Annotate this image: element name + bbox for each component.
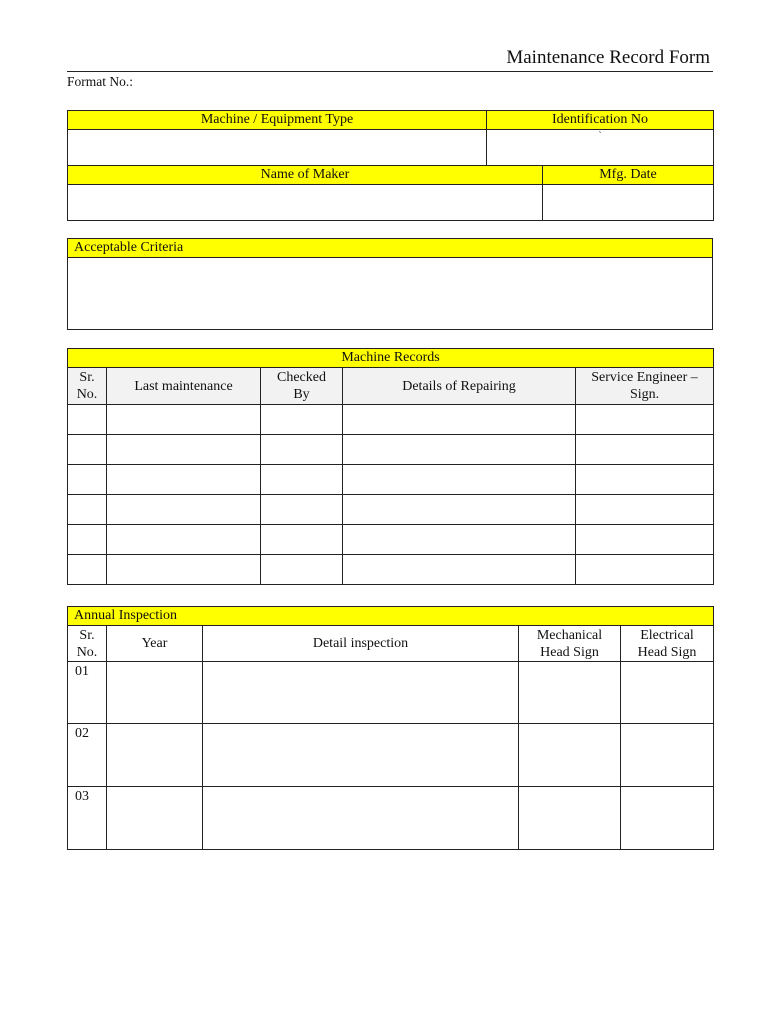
- table-cell[interactable]: [107, 435, 261, 465]
- annual-inspection-header: Annual Inspection: [68, 607, 714, 626]
- mfg-date-header: Mfg. Date: [543, 166, 714, 185]
- table-cell[interactable]: [343, 465, 576, 495]
- table-cell[interactable]: [203, 724, 519, 787]
- table-cell[interactable]: [261, 405, 343, 435]
- row-number: 02: [68, 724, 107, 787]
- machine-info-table: [67, 110, 714, 221]
- table-cell[interactable]: [107, 662, 203, 724]
- column-header: Year: [107, 626, 203, 662]
- table-cell[interactable]: [68, 465, 107, 495]
- table-cell[interactable]: [343, 435, 576, 465]
- row-number: 03: [68, 787, 107, 850]
- column-header: Checked By: [261, 368, 343, 405]
- table-row: [68, 435, 714, 465]
- table-cell[interactable]: [576, 525, 714, 555]
- table-cell[interactable]: [107, 724, 203, 787]
- row-number: 01: [68, 662, 107, 724]
- acceptable-criteria-table: [67, 238, 713, 330]
- table-cell[interactable]: [68, 495, 107, 525]
- table-cell[interactable]: [68, 555, 107, 585]
- table-cell[interactable]: [68, 525, 107, 555]
- table-cell[interactable]: [343, 495, 576, 525]
- column-header: Detail inspection: [203, 626, 519, 662]
- table-row: [68, 555, 714, 585]
- table-cell[interactable]: [519, 724, 621, 787]
- table-cell[interactable]: [576, 405, 714, 435]
- table-cell[interactable]: [203, 787, 519, 850]
- table-cell[interactable]: [343, 525, 576, 555]
- column-header: Sr. No.: [68, 626, 107, 662]
- table-cell[interactable]: [261, 555, 343, 585]
- acceptable-criteria-header: Acceptable Criteria: [68, 239, 713, 258]
- form-title: Maintenance Record Form: [506, 47, 710, 68]
- column-header: Sr. No.: [68, 368, 107, 405]
- table-cell[interactable]: [576, 495, 714, 525]
- table-cell[interactable]: [621, 662, 714, 724]
- table-cell[interactable]: [621, 724, 714, 787]
- table-cell[interactable]: [519, 787, 621, 850]
- table-cell[interactable]: [107, 525, 261, 555]
- table-cell[interactable]: [621, 787, 714, 850]
- annual-inspection-table: [67, 606, 714, 850]
- table-row: [68, 495, 714, 525]
- table-cell[interactable]: [343, 405, 576, 435]
- table-row: [68, 465, 714, 495]
- table-cell[interactable]: [68, 405, 107, 435]
- machine-records-header: Machine Records: [68, 349, 714, 368]
- table-cell[interactable]: [68, 435, 107, 465]
- table-row: [68, 787, 714, 850]
- table-cell[interactable]: [107, 465, 261, 495]
- column-header: Mechanical Head Sign: [519, 626, 621, 662]
- column-header: Service Engineer – Sign.: [576, 368, 714, 405]
- machine-type-field[interactable]: [68, 130, 487, 166]
- column-header: Last maintenance: [107, 368, 261, 405]
- machine-type-header: Machine / Equipment Type: [68, 111, 487, 130]
- table-row: [68, 724, 714, 787]
- table-cell[interactable]: [576, 555, 714, 585]
- table-row: [68, 405, 714, 435]
- table-cell[interactable]: [107, 405, 261, 435]
- table-cell[interactable]: [343, 555, 576, 585]
- table-cell[interactable]: [107, 495, 261, 525]
- table-cell[interactable]: [203, 662, 519, 724]
- column-header: Details of Repairing: [343, 368, 576, 405]
- column-header: Electrical Head Sign: [621, 626, 714, 662]
- table-cell[interactable]: [261, 465, 343, 495]
- table-cell[interactable]: [261, 435, 343, 465]
- format-number-label: Format No.:: [67, 74, 133, 89]
- maker-name-field[interactable]: [68, 185, 543, 221]
- title-rule: [67, 71, 713, 72]
- table-cell[interactable]: [261, 495, 343, 525]
- machine-records-table: [67, 348, 714, 585]
- acceptable-criteria-field[interactable]: [68, 258, 713, 330]
- maker-name-header: Name of Maker: [68, 166, 543, 185]
- table-cell[interactable]: [576, 435, 714, 465]
- table-cell[interactable]: [107, 787, 203, 850]
- table-cell[interactable]: [519, 662, 621, 724]
- table-row: [68, 662, 714, 724]
- table-row: [68, 525, 714, 555]
- table-cell[interactable]: [576, 465, 714, 495]
- mfg-date-field[interactable]: [543, 185, 714, 221]
- table-cell[interactable]: [261, 525, 343, 555]
- identification-no-header: Identification No: [487, 111, 714, 130]
- table-cell[interactable]: [107, 555, 261, 585]
- identification-no-field[interactable]: `: [487, 130, 714, 166]
